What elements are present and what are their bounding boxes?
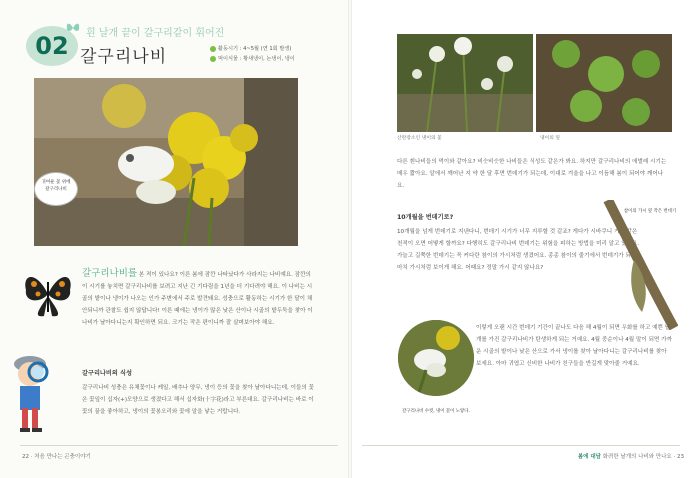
footer-rule-right xyxy=(362,445,680,446)
intro-paragraph xyxy=(82,268,314,329)
chapter-title: 갈구리나비 xyxy=(80,47,168,67)
page-folio-right xyxy=(578,452,684,460)
photo-caption-leaf: 냉이의 잎 xyxy=(540,136,561,141)
page-folio-left: 22 · 처음 만나는 곤충이야기 xyxy=(22,454,91,460)
shepherds-purse-flower-photo xyxy=(397,34,533,132)
section-title-diet: 갈구리나비의 식성 xyxy=(82,370,132,377)
photo-caption-flower: 산란장소인 냉이의 꽃 xyxy=(397,136,442,141)
pupa-paragraph: 10개월을 넘게 번데기로 지낸다니, 번데기 시기가 너무 지루할 것 같죠? 게다가 시바쿠니 거미 같은 천적이 오면 어떻게 할까요? 다행히도 갈구리나비 번데기는 위험을 피하는 방법을 미리 알고 있어요. 가늘고 길쭉한 번데기는 꼭 커다란 참이의 가시처럼 생겼어요. 종종 참이의 줄기에서 번데기가 되어 마치 가시처럼 보이게 해요. 어때요? 정말 가시 같지 않나요? xyxy=(397,229,640,271)
page-gutter xyxy=(348,0,352,478)
photo-speech-bubble: 귀여운 꽃 위에 갈구리나비 xyxy=(34,172,78,206)
shepherds-purse-leaf-photo xyxy=(536,34,672,132)
info-line: 먹이식물 : 황새냉이, 논냉이, 냉이 xyxy=(218,56,295,62)
emergence-paragraph: 이렇게 오랜 시간 번데기 기간이 끝나도 다음 해 4월이 되면 우화를 하고 예쁜 날개를 가진 갈구리나비가 탄생하게 되는 거예요. 4월 중순이나 4월 말이 되면 가까운 시골의 밭이나 낮은 산으로 가서 냉이를 찾아 날아다니는 갈구리나비를 찾아보세요. 아마 귀엽고 신비한 나비가 친구들을 반길게 맞아줄 거예요. xyxy=(476,325,672,367)
chapter-subtitle: 흰 날개 끝이 갈구리같이 휘어진 xyxy=(86,28,225,39)
folio-text: 화려한 날개의 나비와 만나요 · 23 xyxy=(601,454,684,460)
intro-lead: 갈구리나비를 xyxy=(82,268,138,279)
black-butterfly-icon xyxy=(22,268,74,320)
bullet-icon xyxy=(210,56,216,62)
intro-text: 본 적이 있나요? 이른 봄에 잠깐 나타났다가 사라지는 나비예요. 잠깐의 이 시기를 놓치면 갈구리나비를 보려고 지난 긴 기다림을 1년을 더 기다려야 해요. 이 나비는 시골의 밭이나 냉이가 나오는 인가 주변에서 주로 발견돼요. 성충으로 활동하는 시기가 한 달이 채 안되니까 관찰도 쉽지 않답니다! 이른 때에는 냉이가 많은 낮은 산이나 시골의 밭두둑을 찾아 이 나비가 날아다니는지 확인하면 되요. 크기는 작은 편이니까 잘 살펴보아야 해요. xyxy=(82,272,313,326)
info-line: 활동시기 : 4~5월 (연 1회 발생) xyxy=(218,46,292,52)
kid-with-magnifier-illustration xyxy=(8,350,68,436)
male-butterfly-circle-photo xyxy=(398,320,474,396)
footer-rule-left xyxy=(20,445,338,446)
bullet-icon xyxy=(210,46,216,52)
circle-photo-caption: 갈구리나비 수컷, 냉이 꽃이 노랗다. xyxy=(402,409,470,414)
diet-paragraph: 갈구리나비 성충은 유채꽃이나 케일, 배추나 양무, 냉이 등의 꽃을 찾아 날아다니는데, 이들의 꽃은 꽃잎이 십자(+)모양으로 생겼다고 해서 십자화(十字花)라고 부른대요. 갈구리나비는 바로 이 꽃의 꿀을 좋아하고, 냉이의 꽃봉오리와 꽃에 알을 낳는 거랍니다. xyxy=(82,385,315,415)
chapter-number-badge: 02 xyxy=(26,26,78,66)
main-butterfly-photo xyxy=(34,78,298,246)
folio-accent: 봄에 대담 xyxy=(577,454,601,460)
pupa-caption: 참이의 가시 옆 작은 번데기 xyxy=(623,209,677,214)
larva-paragraph: 다른 흰나비들의 먹이와 같아요? 비슷비슷한 나비들은 식성도 같은가 봐요. 하지만 갈구리나비의 애벌레 시기는 매우 짧아요. 알에서 깨어난 지 약 한 달 후면 번데기가 되는데, 이대로 겨울을 나고 이듬해 봄이 되어야 깨어나요. xyxy=(397,159,667,189)
small-butterfly-icon xyxy=(66,22,80,34)
pupa-on-branch-illustration xyxy=(598,200,678,330)
info-box xyxy=(210,44,295,64)
section-title-pupa: 10개월을 번데기로? xyxy=(397,214,454,221)
